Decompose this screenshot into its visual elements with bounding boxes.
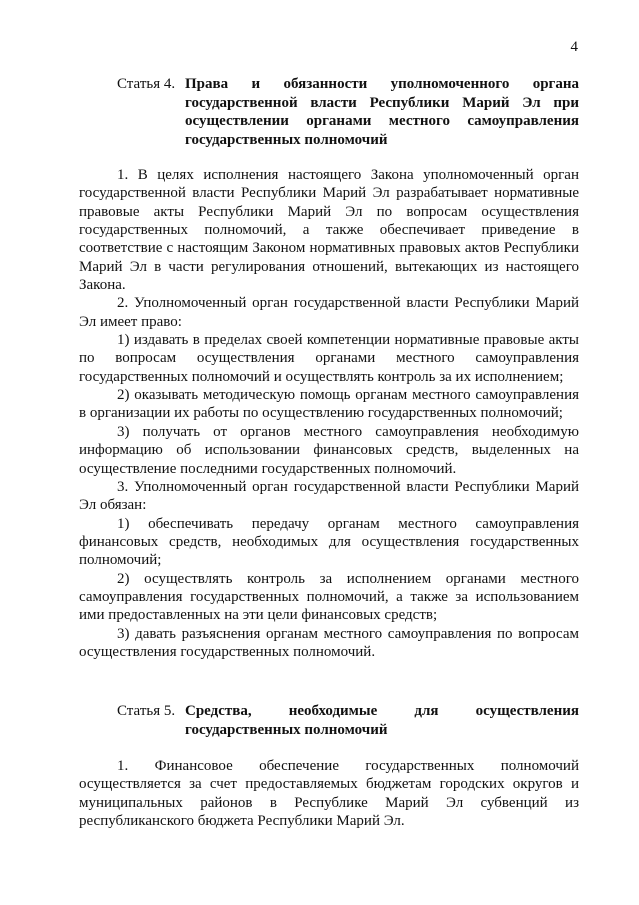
article-4-paragraph-1: 1. В целях исполнения настоящего Закона уполномоченный орган государственной власти Республики Марий Эл разрабатывает нормативные правовые акты Республики Марий Эл по вопросам осуществления государственных полномочий, а также обеспечивает приведение в соответствие с настоящим Законом нормативных правовых актов Республики Марий Эл в части регулирования отношений, вытекающих из настоящего Закона.: [79, 167, 579, 294]
article-4-paragraph-2: 2. Уполномоченный орган государственной власти Республики Марий Эл имеет право:: [79, 295, 579, 330]
article-4-label: Статья 4.: [117, 76, 176, 92]
article-5-body: [79, 757, 579, 830]
article-4-paragraph-2-item-3: 3) получать от органов местного самоуправления необходимую информацию об использовании финансовых средств, выделенных на осуществление последними государственных полномочий.: [79, 423, 579, 477]
article-4-paragraph-3: 3. Уполномоченный орган государственной власти Республики Марий Эл обязан:: [79, 478, 579, 514]
article-4-paragraph-3-item-3: 3) давать разъяснения органам местного самоуправления по вопросам осуществления государственных полномочий.: [79, 625, 579, 660]
article-4-paragraph-2-item-1: 1) издавать в пределах своей компетенции нормативные правовые акты по вопросам осуществления органами местного самоуправления государственных полномочий и осуществлять контроль за их исполнением;: [79, 332, 579, 385]
article-5-paragraph-1: 1. Финансовое обеспечение государственных полномочий осуществляется за счет предоставляемых бюджетам городских округов и муниципальных районов в Республике Марий Эл субвенций из республиканского бюджета Республики Марий Эл.: [79, 758, 579, 830]
article-4-paragraph-2-item-2: 2) оказывать методическую помощь органам местного самоуправления в организации их работы по осуществлению государственных полномочий;: [79, 387, 579, 422]
article-5-heading: [79, 702, 579, 739]
article-5-label: Статья 5.: [117, 703, 176, 719]
article-4-body: [79, 166, 579, 661]
article-4-title: Права и обязанности уполномоченного органа государственной власти Республики Марий Эл при осуществлении органами местного самоуправления государственных полномочий: [185, 76, 579, 148]
article-4-paragraph-3-item-1: 1) обеспечивать передачу органам местного самоуправления финансовых средств, необходимых для осуществления государственных полномочий;: [79, 515, 579, 569]
article-5-title: Средства, необходимые для осуществления государственных полномочий: [185, 703, 579, 738]
article-4-paragraph-3-item-2: 2) осуществлять контроль за исполнением органами местного самоуправления государственных полномочий, а также за использованием ими предоставленных на эти цели финансовых средств;: [79, 570, 579, 624]
article-4-heading: [79, 75, 579, 149]
page-number: 4: [570, 39, 578, 55]
